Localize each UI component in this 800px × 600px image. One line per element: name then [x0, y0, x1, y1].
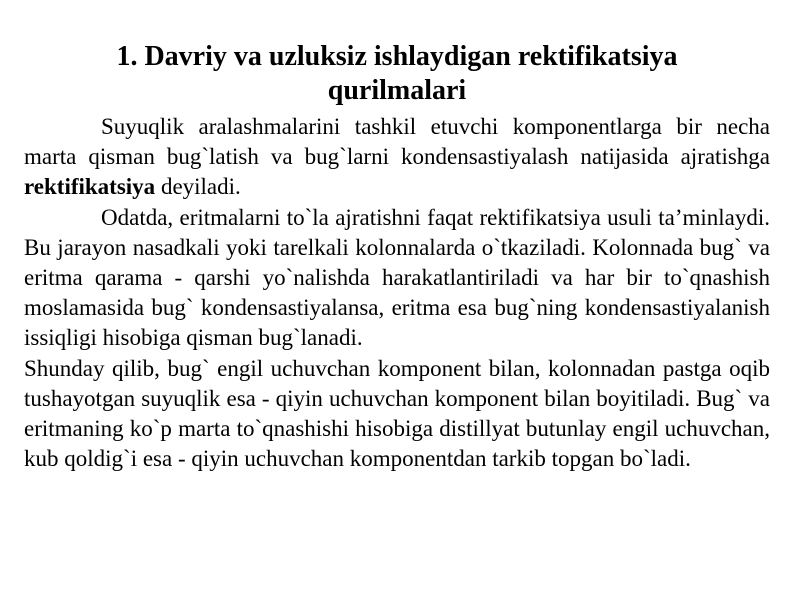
paragraph-definition-ending: deyiladi. [155, 174, 241, 200]
section-heading-line-1: 1. Davriy va uzluksiz ishlaydigan rektifikatsiya [116, 41, 678, 72]
paragraph-definition-text: Suyuqlik aralashmalarini tashkil etuvchi komponentlarga bir necha marta qisman bug`latish va bug`larni kondensastiyalash natijasida ajratishga [24, 114, 770, 170]
section-heading-line-2: qurilmalari [327, 75, 467, 106]
bold-term: rektifikatsiya [24, 174, 156, 200]
paragraph-process: Odatda, eritmalarni to`la ajratishni faqat rektifikatsiya usuli ta’minlaydi. Bu jarayon nasadkali yoki tarelkali kolonnalarda o`tkaziladi. Kolonnada bug` va eritma qarama - qarshi yo`nalishda harakatlantiriladi va har bir to`qnashish moslamasida bug` kondensastiyalansa, eritma esa bug`ning kondensastiyalanish issiqligi hisobiga qisman bug`lanadi. [24, 204, 770, 351]
paragraph-result: Shunday qilib, bug` engil uchuvchan komponent bilan, kolonnadan pastga oqib tushayotgan suyuqlik esa - qiyin uchuvchan komponent bilan boyitiladi. Bug` va eritmaning ko`p marta to`qnashishi hisobiga distillyat butunlay engil uchuvchan, kub qoldig`i esa - qiyin uchuvchan komponentdan tarkib topgan bo`ladi. [24, 355, 770, 472]
paragraph-definition [24, 112, 770, 203]
body-text [24, 112, 770, 474]
document-page [24, 40, 770, 474]
section-heading [24, 40, 770, 108]
